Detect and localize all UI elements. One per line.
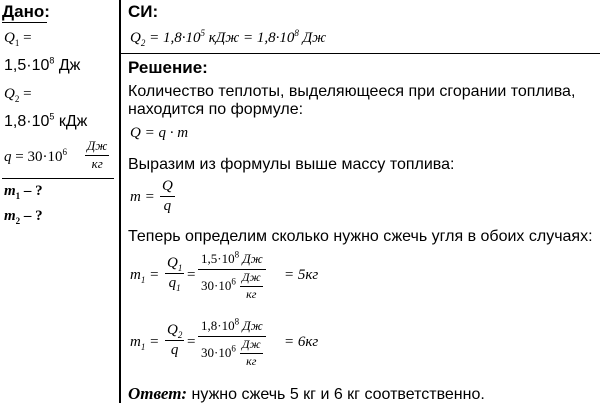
si-q2-conversion: $Q_2 = 1,8\cdot 10^5$ кДж = $1,8\cdot 10^8$ Дж xyxy=(130,28,327,48)
solution-para2: Выразим из формулы выше массу топлива: xyxy=(128,156,455,173)
answer-text: нужно сжечь 5 кг и 6 кг соответственно. xyxy=(191,386,485,403)
given-q1-label: $Q_1$ = xyxy=(4,30,32,48)
si-heading: СИ: xyxy=(128,2,159,21)
given-m2-ask: $m_2$ – ? xyxy=(4,208,43,226)
given-heading: Дано: xyxy=(2,2,50,21)
given-q-unit: Дж кг xyxy=(87,138,108,171)
calc-m2-eq: = xyxy=(187,334,196,350)
solution-para1-line2: находится по формуле: xyxy=(128,101,304,118)
calc-m2-numeric-fraction: $1,8\cdot 10^8$ Дж $30\cdot 10^6$ $\frac{Дж}{кг}$ xyxy=(198,319,266,369)
calc-m2-symbolic-fraction: $\frac{Q_2}{q}$ xyxy=(167,322,183,359)
calc-m2-lhs: $m_1$ = xyxy=(130,334,160,352)
calc-m1-symbolic-fraction: $\frac{Q_1}{q_1}$ xyxy=(167,255,183,294)
solution-para3: Теперь определим сколько нужно сжечь угля в обоих случаях: xyxy=(128,228,593,245)
given-q2-label: $Q_2$ = xyxy=(4,86,32,104)
solution-para1-line1: Количество теплоты, выделяющееся при сгорании топлива, xyxy=(128,83,576,100)
calc-m2-result: = 6кг xyxy=(284,334,319,350)
calc-m1-numeric-fraction: $1,5\cdot 10^8$ Дж $30\cdot 10^6$ $\frac{Дж}{кг}$ xyxy=(198,252,266,302)
answer-label: Ответ: xyxy=(128,384,188,403)
solution-heading: Решение: xyxy=(128,58,208,77)
formula-mass-fraction: $\frac{Q}{q}$ xyxy=(162,178,173,215)
given-q2-value: $1,8\cdot 10^5$ кДж xyxy=(4,111,88,130)
si-separator xyxy=(121,53,600,54)
given-separator xyxy=(2,178,114,179)
given-q-value: $q = 30\cdot 10^6$ xyxy=(4,147,67,165)
calc-m1-eq: = xyxy=(187,267,196,283)
calc-m1-result: = 5кг xyxy=(284,267,319,283)
formula-mass-lhs: m = xyxy=(130,189,155,205)
given-q1-value: $1,5\cdot 10^8$ Дж xyxy=(4,55,81,74)
column-divider xyxy=(119,0,121,403)
answer-line xyxy=(128,385,485,403)
given-m1-ask: $m_1$ – ? xyxy=(4,183,43,201)
calc-m1-lhs: $m_1$ = xyxy=(130,267,160,285)
formula-heat: Q = q · m xyxy=(130,125,189,141)
given-heading-underline xyxy=(2,22,47,23)
